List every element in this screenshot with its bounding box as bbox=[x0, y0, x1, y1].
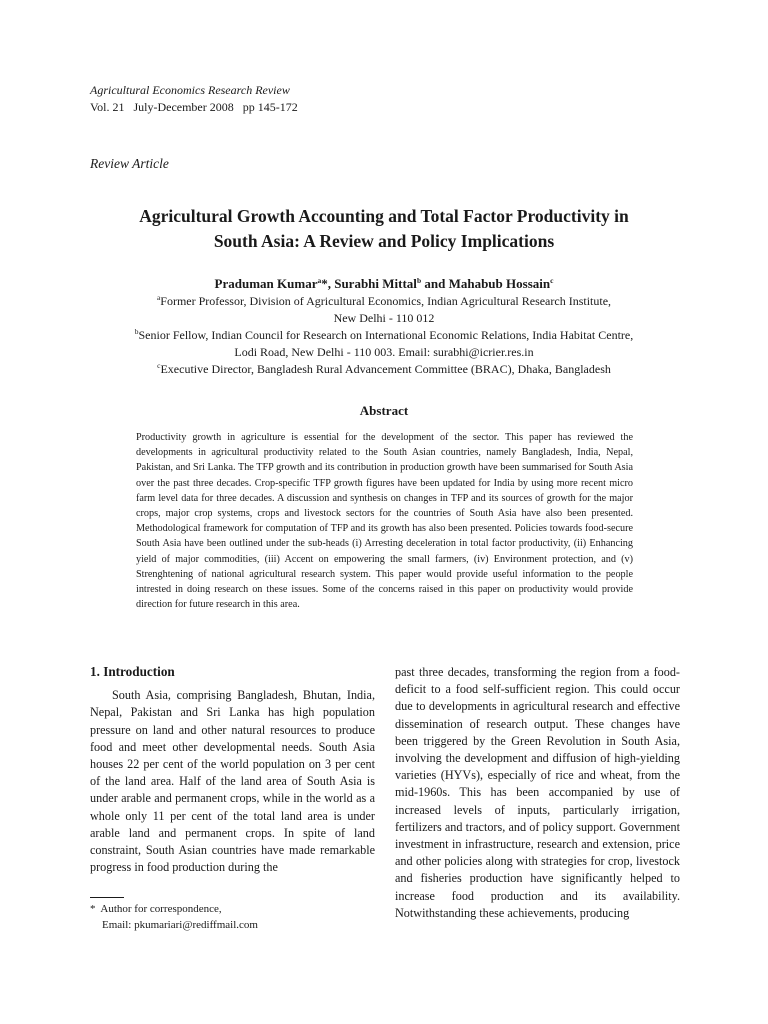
intro-paragraph-1: South Asia, comprising Bangladesh, Bhutan, India, Nepal, Pakistan and Sri Lanka has high population pressure on land and other natural resources to produce food and meet other developmental needs. South Asia houses 22 per cent of the world population on 3 per cent of the land area. Half of the land area of South Asia is under arable and permanent crops, while in the world as a whole only 11 per cent of the total land area is under arable land and permanent crops. In spite of land constraint, South Asian countries have made remarkable progress in food production during the bbox=[90, 688, 375, 875]
affiliation-a-mark: a bbox=[156, 293, 161, 302]
footnote-divider bbox=[90, 897, 124, 898]
author-mittal-affil-mark: b bbox=[416, 276, 422, 285]
journal-name: Agricultural Economics Research Review bbox=[90, 83, 290, 97]
author-mittal: Surabhi Mittal bbox=[334, 276, 417, 291]
affiliation-b-line-2: Lodi Road, New Delhi - 110 003. Email: surabhi@icrier.res.in bbox=[234, 345, 534, 359]
journal-issue: Vol. 21 July-December 2008 pp 145-172 bbox=[90, 100, 298, 114]
author-separator: , bbox=[327, 276, 335, 291]
affiliation-a bbox=[60, 293, 708, 310]
abstract-body: Productivity growth in agriculture is essential for the development of the sector. This paper has reviewed the developments in agricultural productivity related to the South Asian countries, namely Bangladesh, India, Nepal, Pakistan, and Sri Lanka. The TFP growth and its contribution in production growth have been summarised for South Asia over the past three decades. Crop-specific TFP growth figures have been updated for India by using more recent micro farm level data for three decades. A discussion and synthesis on changes in TFP and its sources of growth for the major crops, major crop systems, crops and livestock sectors for the countries of South Asia have also been presented. Methodological framework for computation of TFP and its growth has also been presented. Policies towards food-secure South Asia have been outlined under the sub-heads (i) Arresting deceleration in total factor productivity, (ii) Enhancing yield of major commodities, (iii) Accent on empowering the small farmers, (iv) Environment protection, and (v) Strenghtening of national agricultural research system. This paper would provide useful information to the people intrested in doing research on these issues. Some of the concerns raised in this paper on productivity would provide direction for future research in this area. bbox=[136, 432, 633, 611]
article-type: Review Article bbox=[90, 156, 169, 171]
author-kumar-affil-mark: a bbox=[317, 276, 322, 285]
section-heading-introduction: 1. Introduction bbox=[90, 664, 175, 679]
right-column bbox=[395, 664, 680, 922]
footnote-correspondence: * Author for correspondence, bbox=[90, 903, 222, 915]
title-line-2: South Asia: A Review and Policy Implications bbox=[213, 231, 555, 251]
left-column bbox=[90, 663, 375, 876]
affiliation-c-mark: c bbox=[157, 361, 161, 370]
affiliation-a-line-1: Former Professor, Division of Agricultural Economics, Indian Agricultural Research Institute, bbox=[160, 294, 612, 308]
affiliation-b bbox=[60, 327, 708, 344]
corresponding-author-mark: * bbox=[321, 276, 328, 291]
title-line-1: Agricultural Growth Accounting and Total Factor Productivity in bbox=[139, 206, 629, 226]
affiliation-c-line-1: Executive Director, Bangladesh Rural Advancement Committee (BRAC), Dhaka, Bangladesh bbox=[160, 362, 611, 376]
footnote bbox=[90, 902, 258, 933]
author-hossain-affil-mark: c bbox=[550, 276, 554, 285]
affiliation-c bbox=[60, 361, 708, 378]
author-hossain: Mahabub Hossain bbox=[448, 276, 551, 291]
affiliation-b-line-1: Senior Fellow, Indian Council for Research on International Economic Relations, India Habitat Centre, bbox=[138, 328, 634, 342]
paper-title bbox=[60, 204, 708, 254]
author-list bbox=[60, 276, 708, 292]
intro-paragraph-2: past three decades, transforming the region from a food-deficit to a food self-sufficient region. This could occur due to developments in agricultural research and effective dissemination of research output. These changes have been triggered by the Green Revolution in South Asia, involving the development and diffusion of high-yielding varieties (HYVs), especially of rice and wheat, from the mid-1960s. This has been accompanied by use of increased levels of inputs, particularly irrigation, fertilizers and tractors, and of policy support. Government investment in infrastructure, research and extension, price and other policies along with strategies for crop, livestock and fisheries production have significantly helped to increase food production and its availability. Notwithstanding these achievements, producing bbox=[395, 665, 680, 920]
affiliations bbox=[60, 293, 708, 378]
footnote-email: Email: pkumariari@rediffmail.com bbox=[102, 918, 258, 931]
journal-header bbox=[90, 82, 298, 116]
author-separator-and: and bbox=[421, 276, 449, 291]
affiliation-b-mark: b bbox=[134, 327, 139, 336]
affiliation-a-line-2: New Delhi - 110 012 bbox=[333, 311, 435, 325]
author-kumar: Praduman Kumar bbox=[214, 276, 318, 291]
abstract-heading: Abstract bbox=[359, 403, 409, 418]
